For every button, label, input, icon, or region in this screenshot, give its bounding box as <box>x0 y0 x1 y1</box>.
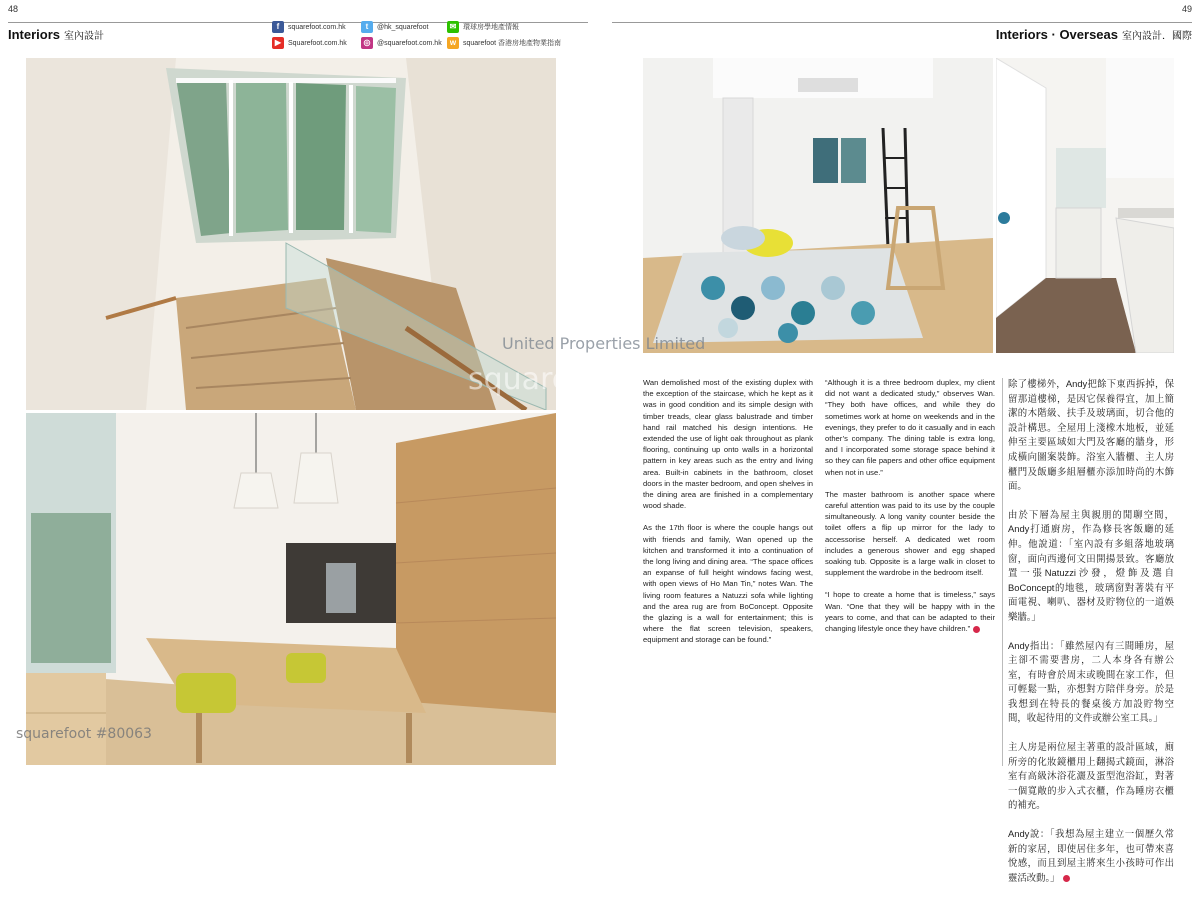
paragraph: “Although it is a three bedroom duplex, my client did not want a dedicated study,” observes Wan. “They both have offices, and while they do sometimes work at home on weekends and in the evenings, they prefer to do it casually and in each other’s company. The dining table is extra long, and I incorporated some storage space behind it so they can file papers and other office equipment when not in use.” <box>825 378 995 477</box>
weibo-handle: squarefoot 香港房地產物業指南 <box>463 40 562 47</box>
right-page-number: 49 <box>1181 4 1192 14</box>
photo-dining-room <box>26 413 556 765</box>
paragraph: 由於下層為屋主與親朋的閒聊空間，Andy打通廚房，作為修長客飯廳的延伸。他說道：「室內設有多組落地玻璃窗，面向西邊何文田開揚景致。客廳放置一張Natuzzi沙發，燈飾及選自BoConcept的地毯，玻璃窗對著裝有平面電視、喇叭、器材及貯物位的一道娛樂牆。」 <box>1008 508 1174 622</box>
social-weibo[interactable] <box>447 37 561 49</box>
social-twitter[interactable] <box>361 21 428 33</box>
twitter-handle: @hk_squarefoot <box>377 23 429 31</box>
paragraph: Andy指出：「雖然屋內有三間睡房，屋主卻不需要書房，二人本身各有辦公室，有時會於周末或晚間在家工作，但可輕鬆一點，亦想對方陪伴身旁。於是我想到在特長的餐桌後方加設貯物空間，收起待用的文件或辦公室工具。」 <box>1008 639 1174 724</box>
facebook-icon: f <box>272 21 284 33</box>
social-facebook[interactable] <box>272 21 346 33</box>
instagram-handle: @squarefoot.com.hk <box>377 39 442 47</box>
brand-watermark: squarefoot <box>468 362 630 397</box>
social-wechat[interactable] <box>447 21 519 33</box>
weibo-icon: w <box>447 37 459 49</box>
photo-bedroom <box>643 58 993 353</box>
article-column-3-chinese <box>1008 377 1174 899</box>
wechat-handle: 環球房學地產情報 <box>463 24 519 31</box>
paragraph: As the 17th floor is where the couple hangs out with friends and family, Wan opened up the kitchen and transformed it into a continuation of the long living and dining area. “The space offices an expanse of full height windows facing west, with open views of Ho Man Tin,” notes Wan. The living room features a Natuzzi sofa while lighting and the area rug are from BoConcept. Opposite the glazing is a wall for entertainment; this is where the flat screen television, speakers, equipment and storage can be found.” <box>643 523 813 645</box>
article-column-2 <box>825 377 995 645</box>
social-instagram[interactable] <box>361 37 442 49</box>
article-column-1 <box>643 377 813 657</box>
left-section-label: Interiors <box>8 27 61 42</box>
facebook-handle: squarefoot.com.hk <box>288 23 346 31</box>
right-section-label: Interiors · Overseas <box>995 27 1118 42</box>
paragraph: Andy說：「我想為屋主建立一個歷久常新的家居，即使居住多年，也可帶來喜悅感，而且到屋主將來生小孩時可作出靈活改動。」 <box>1008 828 1174 883</box>
end-mark-icon <box>973 626 980 633</box>
youtube-handle: Squarefoot.com.hk <box>288 39 347 47</box>
paragraph: 除了樓梯外，Andy把餘下東西拆掉，保留那道樓梯，是因它保養得宜，加上簡潔的木階級、扶手及玻璃面，切合他的設計構思。全屋用上淺橡木地板，並延伸至主要區域如大門及客廳的牆身，形成橫向圖案裝飾。浴室入牆櫃、主人房櫃門及飯廳多組層櫃亦添加時尚的木飾面。 <box>1008 378 1174 492</box>
left-section-title <box>8 27 104 42</box>
bottom-watermark: squarefoot #80063 <box>16 726 152 742</box>
photo-staircase <box>26 58 556 410</box>
paragraph: The master bathroom is another space where careful attention was paid to its use by the couple simultaneously. A long vanity counter beside the toilet offers a flip up mirror for the lady to accessorise herself. A dedicated wet room includes a generous shower and egg shaped soaking tub. Opposite is a large walk in closet to supplement the wardrobe in the bedroom itself. <box>825 489 995 578</box>
end-mark-icon <box>1063 875 1070 882</box>
paragraph: Wan demolished most of the existing duplex with the exception of the staircase, which he kept as it was in good condition and its simple design with timber treads, clear glass balustrade and timber hand rail matched his design intentions. He extended the use of light oak throughout as plank flooring, continuing up onto walls in a horizontal pattern in key areas such as the entry and living area. Built-in cabinets in the bathroom, closet doors in the master bedroom, and open shelves in the dining area are finished in a complementary wood shade. <box>643 378 813 511</box>
center-watermark: United Properties Limited <box>502 334 706 353</box>
social-youtube[interactable] <box>272 37 347 49</box>
left-section-sub: 室內設計 <box>64 31 105 42</box>
right-header-rule <box>612 22 1192 23</box>
paragraph: 主人房是兩位屋主著重的設計區域，廁所旁的化妝鏡櫃用上翻揭式鏡面，淋浴室有高級沐浴花灑及蛋型泡浴缸，對著一個寬敞的步入式衣櫃，作為睡房衣櫃的補充。 <box>1008 741 1174 811</box>
right-section-sub: 室內設計．國際 <box>1122 31 1192 42</box>
left-page-number: 48 <box>8 4 19 14</box>
youtube-icon: ▶ <box>272 37 284 49</box>
right-section-title <box>996 27 1192 42</box>
photo-kitchen <box>996 58 1174 353</box>
twitter-icon: t <box>361 21 373 33</box>
wechat-icon: ✉ <box>447 21 459 33</box>
instagram-icon: ◎ <box>361 37 373 49</box>
paragraph: “I hope to create a home that is timeless,” says Wan. “One that they will be happy with in the years to come, and that can be adapted to their changing lifestyle once they have children.” <box>825 590 995 634</box>
column-divider <box>1002 378 1003 766</box>
